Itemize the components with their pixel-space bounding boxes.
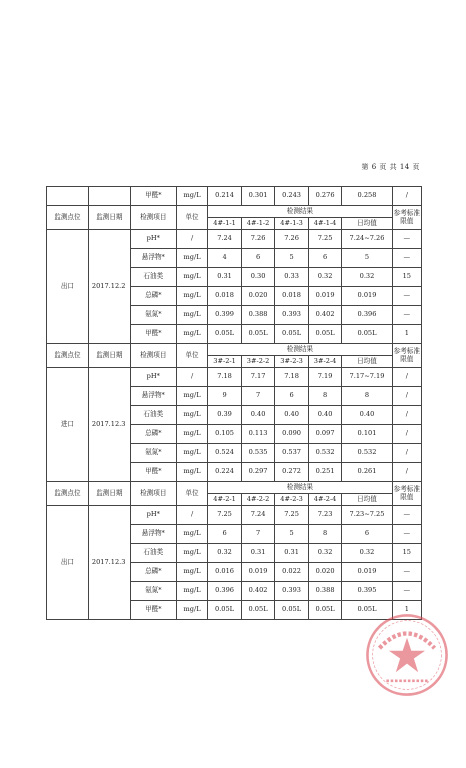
header-result: 检测结果	[208, 344, 392, 356]
value-cell: 0.090	[275, 425, 309, 444]
ref-cell: /	[392, 387, 421, 406]
value-cell: 7	[241, 387, 275, 406]
value-cell: 0.32	[208, 544, 242, 563]
item-cell: pH*	[130, 230, 176, 249]
unit-cell: mg/L	[176, 406, 207, 425]
unit-cell: mg/L	[176, 463, 207, 482]
header-date: 监测日期	[88, 482, 130, 506]
value-cell: 0.39	[208, 406, 242, 425]
header-date: 监测日期	[88, 344, 130, 368]
site-cell: 进口	[47, 368, 89, 482]
value-cell: 0.224	[208, 463, 242, 482]
unit-cell: mg/L	[176, 563, 207, 582]
header-site: 监测点位	[47, 482, 89, 506]
value-cell: 0.05L	[308, 601, 342, 620]
header-site: 监测点位	[47, 206, 89, 230]
avg-cell: 0.019	[342, 563, 392, 582]
avg-cell: 7.17~7.19	[342, 368, 392, 387]
ref-cell: /	[392, 406, 421, 425]
date-cell: 2017.12.3	[88, 368, 130, 482]
value-cell: 0.05L	[241, 325, 275, 344]
value-cell: 0.40	[275, 406, 309, 425]
ref-cell: /	[392, 444, 421, 463]
sample-id: 4#-1-3	[275, 218, 309, 230]
site-cell: 出口	[47, 230, 89, 344]
official-seal-stamp	[364, 612, 450, 698]
value-cell: 0.297	[241, 463, 275, 482]
ref-cell: —	[392, 230, 421, 249]
value-cell: 0.393	[275, 582, 309, 601]
value-cell: 0.33	[275, 268, 309, 287]
value-cell: 0.31	[275, 544, 309, 563]
section-header-row	[47, 344, 422, 356]
table-row	[47, 230, 422, 249]
value-cell: 6	[208, 525, 242, 544]
avg-cell: 0.05L	[342, 601, 392, 620]
value-cell: 0.251	[308, 463, 342, 482]
value-cell: 0.097	[308, 425, 342, 444]
monitoring-results-table	[46, 186, 422, 620]
value-cell: 7.25	[275, 506, 309, 525]
value-cell: 8	[308, 387, 342, 406]
unit-cell: mg/L	[176, 268, 207, 287]
avg-cell: 0.40	[342, 406, 392, 425]
table-row	[47, 187, 422, 206]
value-cell: 0.05L	[241, 601, 275, 620]
value-cell: 0.524	[208, 444, 242, 463]
header-item: 检测项目	[130, 206, 176, 230]
value-cell: 7.18	[275, 368, 309, 387]
item-cell: 石油类	[130, 268, 176, 287]
ref-cell: 1	[392, 325, 421, 344]
ref-cell: 15	[392, 268, 421, 287]
value-cell: 0.022	[275, 563, 309, 582]
header-result: 检测结果	[208, 206, 392, 218]
value-cell: 0.019	[241, 563, 275, 582]
unit-cell: mg/L	[176, 601, 207, 620]
sample-id: 3#-2-2	[241, 356, 275, 368]
sample-id: 4#-2-2	[241, 494, 275, 506]
item-cell: 总磷*	[130, 563, 176, 582]
avg-cell: 7.23~7.25	[342, 506, 392, 525]
sample-id: 3#-2-1	[208, 356, 242, 368]
value-cell: 7.26	[241, 230, 275, 249]
header-unit: 单位	[176, 482, 207, 506]
value-cell: 4	[208, 249, 242, 268]
item-cell: 氨氮*	[130, 582, 176, 601]
avg-cell: 0.532	[342, 444, 392, 463]
sample-id: 4#-1-1	[208, 218, 242, 230]
value-cell: 0.388	[241, 306, 275, 325]
value-cell: 0.214	[208, 187, 242, 206]
date-cell: 2017.12.3	[88, 506, 130, 620]
header-ref: 参考标准限值	[392, 206, 421, 230]
value-cell: 0.018	[208, 287, 242, 306]
ref-cell: /	[392, 187, 421, 206]
value-cell: 0.243	[275, 187, 309, 206]
ref-cell: —	[392, 563, 421, 582]
value-cell: 7	[241, 525, 275, 544]
site-cell: 出口	[47, 506, 89, 620]
avg-cell: 0.019	[342, 287, 392, 306]
value-cell: 0.399	[208, 306, 242, 325]
item-cell: 悬浮物*	[130, 249, 176, 268]
value-cell: 0.113	[241, 425, 275, 444]
value-cell: 0.30	[241, 268, 275, 287]
value-cell: 7.19	[308, 368, 342, 387]
value-cell: 0.535	[241, 444, 275, 463]
unit-cell: mg/L	[176, 187, 207, 206]
value-cell: 0.05L	[275, 601, 309, 620]
page-number: 第 6 页 共 14 页	[361, 163, 420, 171]
value-cell: 0.393	[275, 306, 309, 325]
value-cell: 6	[275, 387, 309, 406]
item-cell: 氨氮*	[130, 306, 176, 325]
value-cell: 0.019	[308, 287, 342, 306]
avg-cell: 0.396	[342, 306, 392, 325]
value-cell: 0.32	[308, 544, 342, 563]
section-header-row	[47, 482, 422, 494]
ref-cell: —	[392, 582, 421, 601]
value-cell: 7.24	[208, 230, 242, 249]
value-cell: 0.40	[241, 406, 275, 425]
value-cell: 0.532	[308, 444, 342, 463]
header-avg: 日均值	[342, 356, 392, 368]
unit-cell: /	[176, 368, 207, 387]
unit-cell: mg/L	[176, 444, 207, 463]
header-result: 检测结果	[208, 482, 392, 494]
avg-cell: 6	[342, 525, 392, 544]
header-ref: 参考标准限值	[392, 344, 421, 368]
avg-cell: 0.32	[342, 544, 392, 563]
value-cell: 0.05L	[208, 601, 242, 620]
value-cell: 6	[241, 249, 275, 268]
sample-id: 3#-2-4	[308, 356, 342, 368]
value-cell: 7.18	[208, 368, 242, 387]
unit-cell: mg/L	[176, 525, 207, 544]
header-unit: 单位	[176, 206, 207, 230]
value-cell: 0.31	[208, 268, 242, 287]
avg-cell: 7.24~7.26	[342, 230, 392, 249]
header-date: 监测日期	[88, 206, 130, 230]
header-avg: 日均值	[342, 494, 392, 506]
header-avg: 日均值	[342, 218, 392, 230]
table-row	[47, 506, 422, 525]
value-cell: 5	[275, 525, 309, 544]
unit-cell: mg/L	[176, 387, 207, 406]
unit-cell: /	[176, 230, 207, 249]
section-header-row	[47, 206, 422, 218]
header-site: 监测点位	[47, 344, 89, 368]
avg-cell: 0.101	[342, 425, 392, 444]
value-cell: 7.26	[275, 230, 309, 249]
value-cell: 0.05L	[308, 325, 342, 344]
header-ref: 参考标准限值	[392, 482, 421, 506]
value-cell: 0.276	[308, 187, 342, 206]
unit-cell: mg/L	[176, 544, 207, 563]
ref-cell: /	[392, 463, 421, 482]
unit-cell: mg/L	[176, 325, 207, 344]
ref-cell: —	[392, 506, 421, 525]
value-cell: 0.018	[275, 287, 309, 306]
unit-cell: /	[176, 506, 207, 525]
value-cell: 0.388	[308, 582, 342, 601]
value-cell: 0.016	[208, 563, 242, 582]
value-cell: 7.17	[241, 368, 275, 387]
item-cell: 悬浮物*	[130, 525, 176, 544]
sample-id: 4#-2-1	[208, 494, 242, 506]
value-cell: 7.25	[308, 230, 342, 249]
avg-cell: 8	[342, 387, 392, 406]
value-cell: 0.32	[308, 268, 342, 287]
value-cell: 0.402	[241, 582, 275, 601]
header-item: 检测项目	[130, 344, 176, 368]
item-cell: 总磷*	[130, 425, 176, 444]
table-row	[47, 368, 422, 387]
value-cell: 8	[308, 525, 342, 544]
sample-id: 4#-2-3	[275, 494, 309, 506]
value-cell: 0.396	[208, 582, 242, 601]
item-cell: pH*	[130, 368, 176, 387]
ref-cell: —	[392, 525, 421, 544]
value-cell: 7.24	[241, 506, 275, 525]
header-unit: 单位	[176, 344, 207, 368]
ref-cell: 1	[392, 601, 421, 620]
value-cell: 6	[308, 249, 342, 268]
value-cell: 0.31	[241, 544, 275, 563]
value-cell: 0.402	[308, 306, 342, 325]
value-cell: 0.301	[241, 187, 275, 206]
date-cell: 2017.12.2	[88, 230, 130, 344]
avg-cell: 0.32	[342, 268, 392, 287]
ref-cell: —	[392, 249, 421, 268]
sample-id: 3#-2-3	[275, 356, 309, 368]
sample-id: 4#-2-4	[308, 494, 342, 506]
item-cell: 甲醛*	[130, 463, 176, 482]
value-cell: 9	[208, 387, 242, 406]
ref-cell: 15	[392, 544, 421, 563]
unit-cell: mg/L	[176, 425, 207, 444]
unit-cell: mg/L	[176, 582, 207, 601]
value-cell: 5	[275, 249, 309, 268]
item-cell: 氨氮*	[130, 444, 176, 463]
value-cell: 7.23	[308, 506, 342, 525]
sample-id: 4#-1-4	[308, 218, 342, 230]
value-cell: 0.05L	[275, 325, 309, 344]
item-cell: 石油类	[130, 406, 176, 425]
value-cell: 0.020	[308, 563, 342, 582]
value-cell: 7.25	[208, 506, 242, 525]
item-cell: 悬浮物*	[130, 387, 176, 406]
item-cell: 甲醛*	[130, 187, 176, 206]
item-cell: 总磷*	[130, 287, 176, 306]
unit-cell: mg/L	[176, 287, 207, 306]
sample-id: 4#-1-2	[241, 218, 275, 230]
value-cell: 0.05L	[208, 325, 242, 344]
item-cell: 甲醛*	[130, 325, 176, 344]
value-cell: 0.105	[208, 425, 242, 444]
avg-cell: 0.261	[342, 463, 392, 482]
ref-cell: /	[392, 368, 421, 387]
ref-cell: —	[392, 287, 421, 306]
avg-cell: 0.05L	[342, 325, 392, 344]
unit-cell: mg/L	[176, 249, 207, 268]
ref-cell: —	[392, 306, 421, 325]
avg-cell: 0.395	[342, 582, 392, 601]
item-cell: 石油类	[130, 544, 176, 563]
avg-cell: 5	[342, 249, 392, 268]
header-item: 检测项目	[130, 482, 176, 506]
item-cell: pH*	[130, 506, 176, 525]
value-cell: 0.40	[308, 406, 342, 425]
ref-cell: /	[392, 425, 421, 444]
value-cell: 0.020	[241, 287, 275, 306]
avg-cell: 0.258	[342, 187, 392, 206]
value-cell: 0.537	[275, 444, 309, 463]
value-cell: 0.272	[275, 463, 309, 482]
unit-cell: mg/L	[176, 306, 207, 325]
item-cell: 甲醛*	[130, 601, 176, 620]
